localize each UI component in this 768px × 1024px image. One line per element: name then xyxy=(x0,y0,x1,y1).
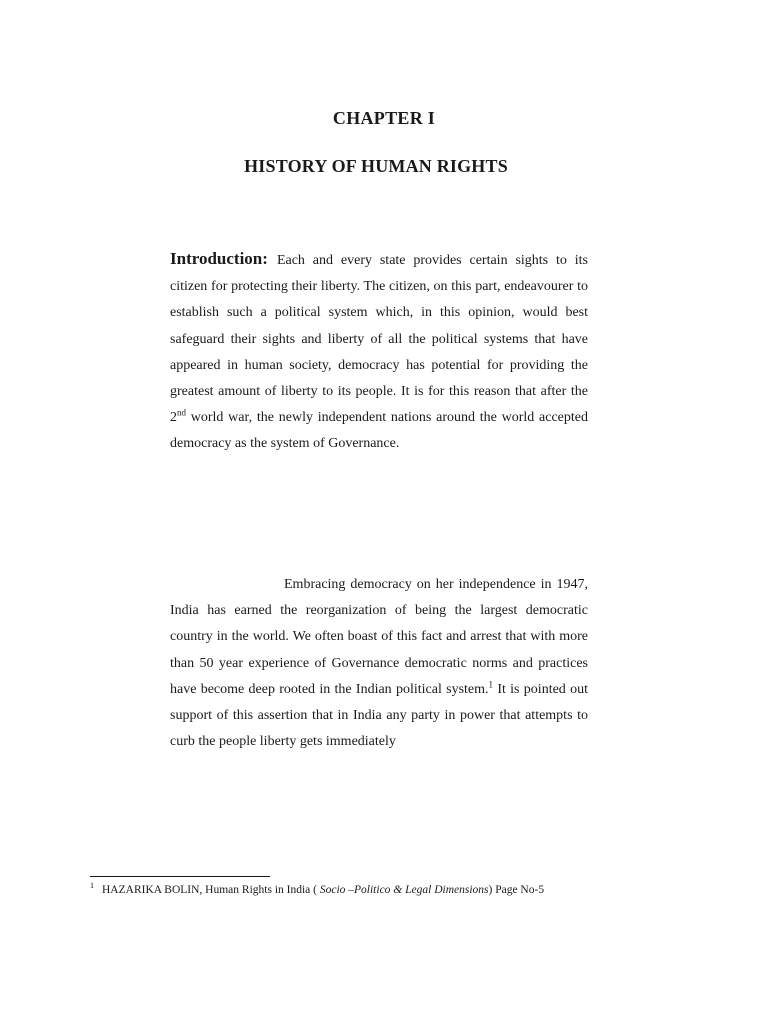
introduction-text-end: world war, the newly independent nations around the world accepted democracy as the system of Governance. xyxy=(170,410,588,452)
introduction-text: Each and every state provides certain sights to its citizen for protecting their liberty. The citizen, on this part, endeavourer to establish such a political system which, in this opinion, would best safeguard their sights and liberty of all the political systems that have appeared in human society, democracy has potential for providing the greatest amount of liberty to its people. It is for this reason that after the 2 xyxy=(170,253,588,426)
footnote-reference: 1 xyxy=(488,679,494,690)
footnote xyxy=(90,882,610,898)
introduction-paragraph xyxy=(170,246,588,458)
chapter-heading: CHAPTER I xyxy=(332,108,436,128)
body-paragraph xyxy=(170,572,588,755)
footnote-number: 1 xyxy=(90,881,94,891)
paragraph-text: Embracing democracy on her independence in 1947, India has earned the reorganization of being the largest democratic country in the world. We often boast of this fact and arrest that with more than 50 year experience of Governance democratic norms and practices have become deep rooted in the Indian political system. xyxy=(170,577,588,697)
footnote-page: ) Page No-5 xyxy=(488,884,545,896)
footnote-divider xyxy=(90,876,270,877)
ordinal-superscript: nd xyxy=(177,407,186,418)
footnote-source: HAZARIKA BOLIN, Human Rights in India ( xyxy=(102,884,320,896)
chapter-title: HISTORY OF HUMAN RIGHTS xyxy=(244,156,508,176)
introduction-label: Introduction: xyxy=(170,249,268,268)
footnote-subtitle: Socio –Politico & Legal Dimensions xyxy=(319,884,489,896)
paragraph-text-end: It is pointed out support of this assertion that in India any party in power that attempts to curb the people liberty gets immediately xyxy=(170,681,588,750)
